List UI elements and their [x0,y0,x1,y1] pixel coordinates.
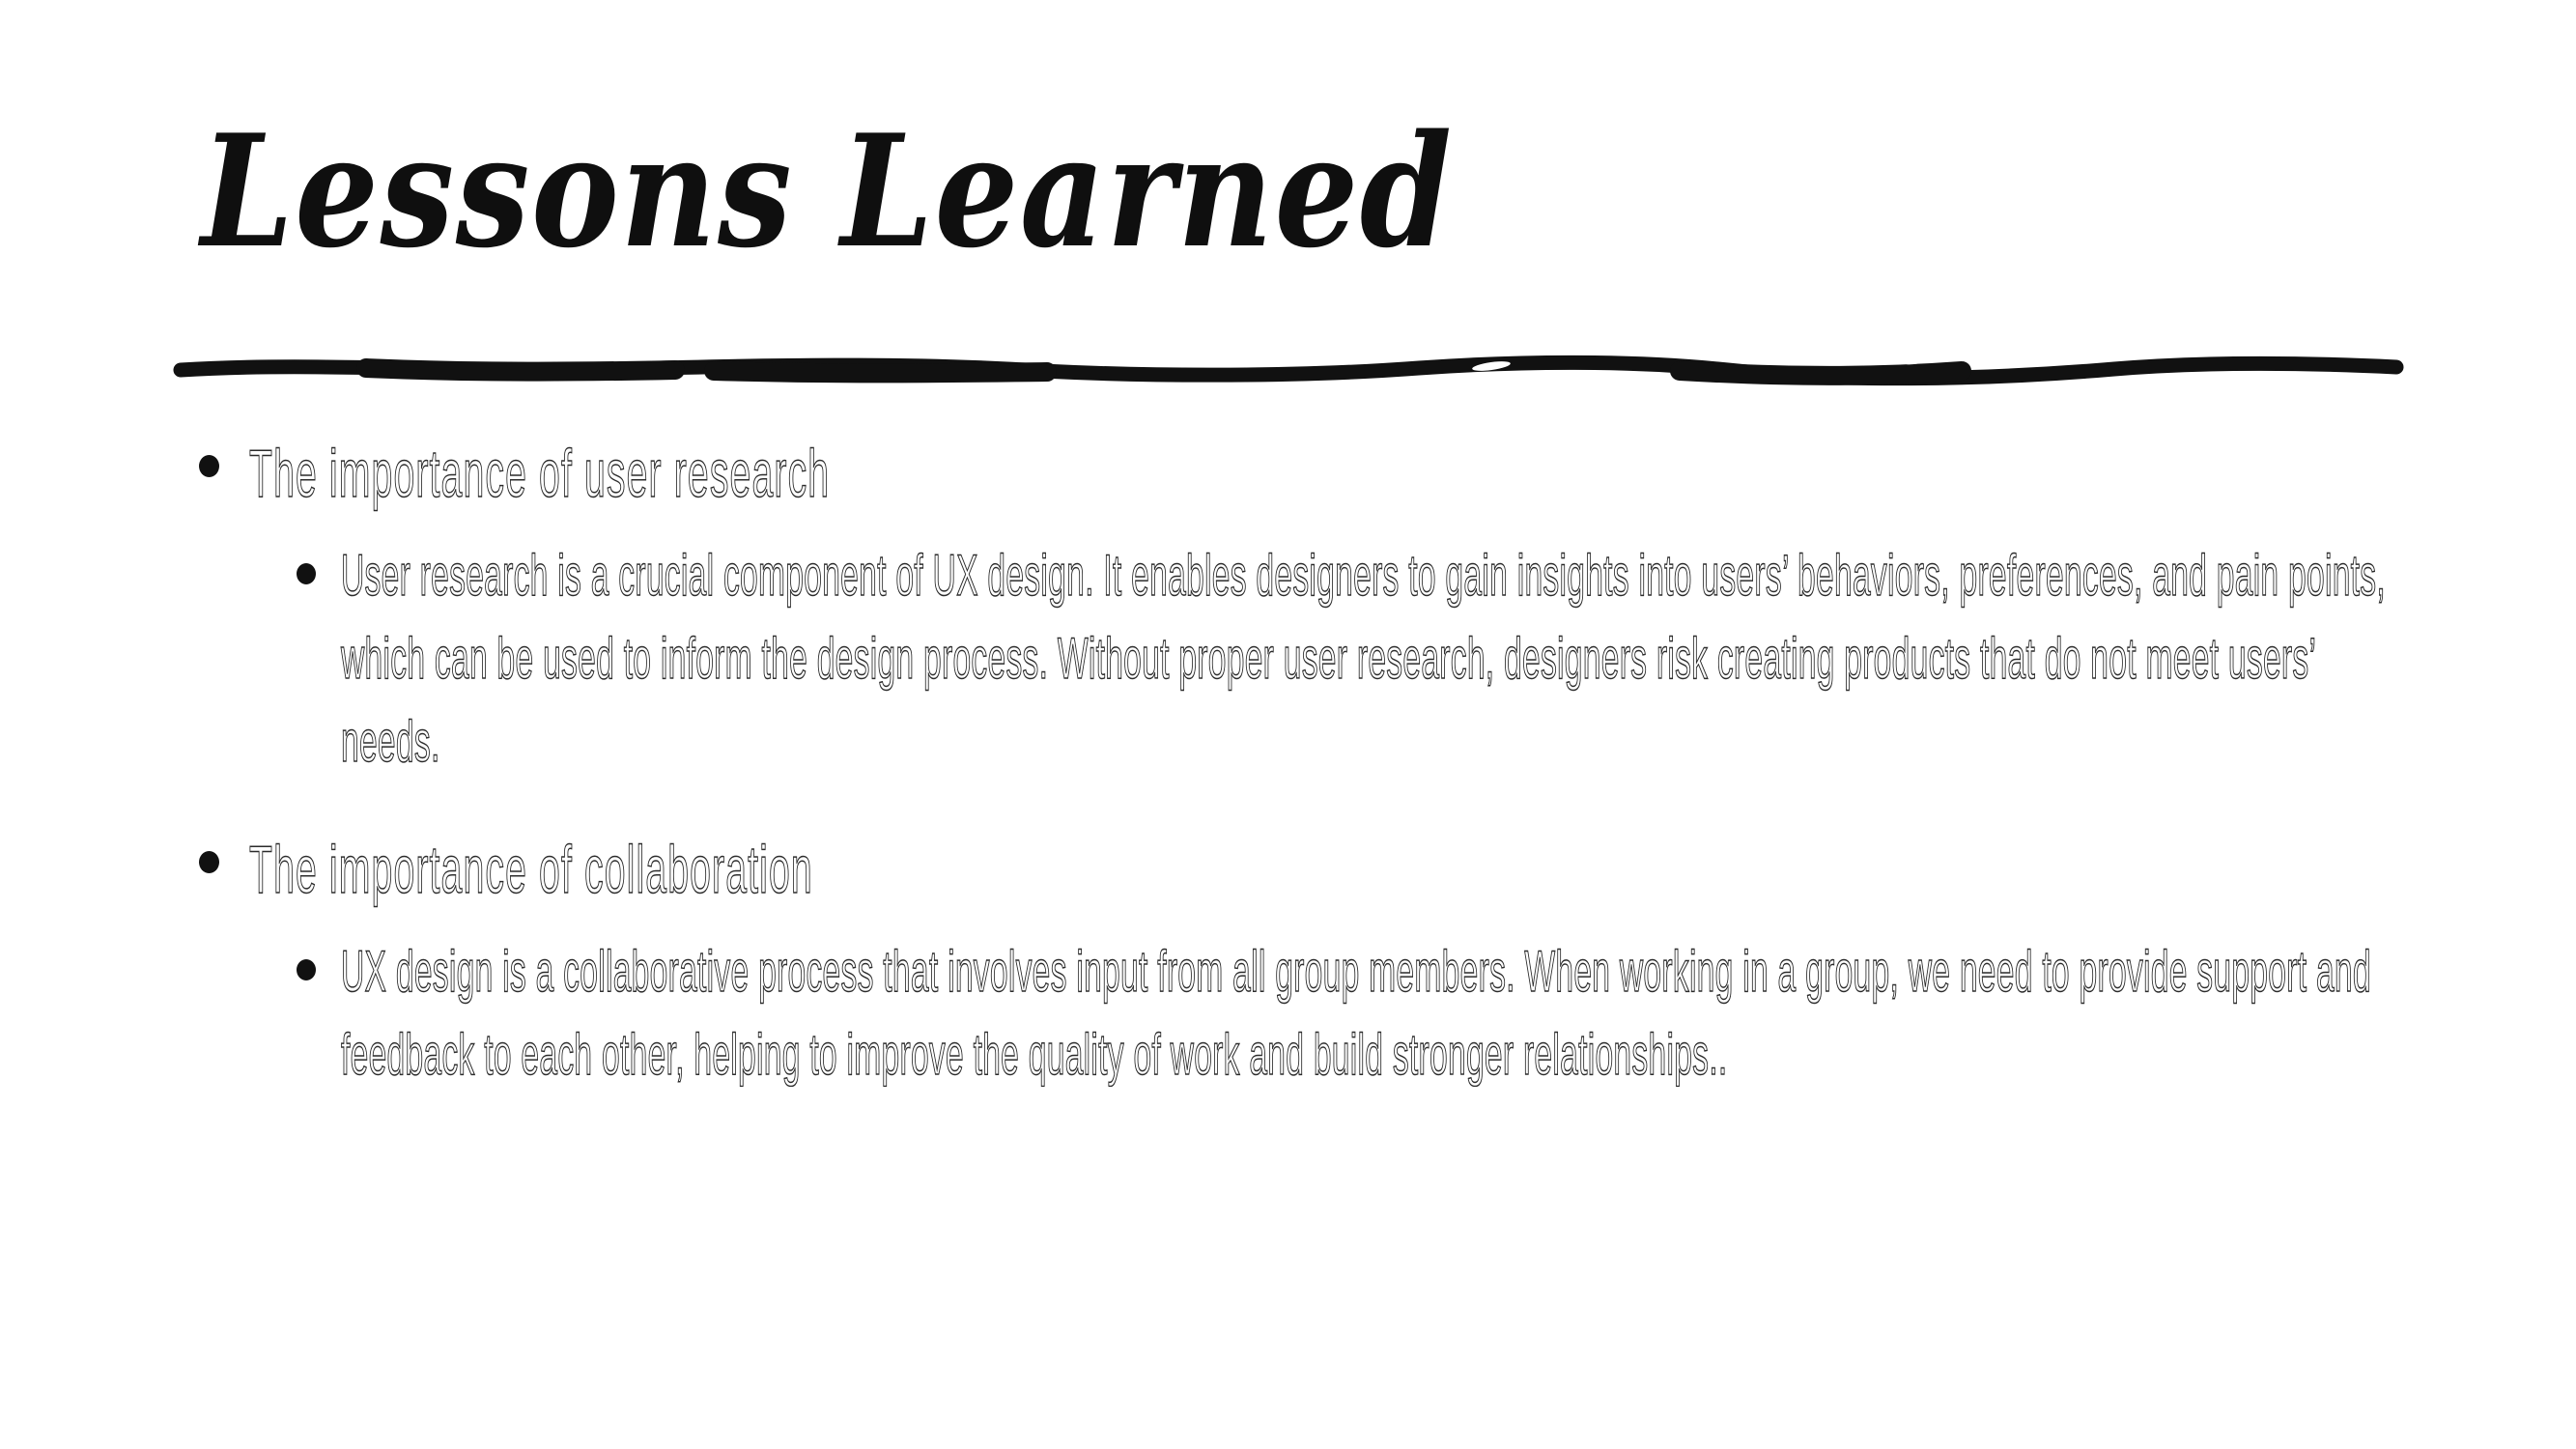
bullet-heading [249,832,1257,907]
bullet-heading-text: The importance of user research [249,436,831,511]
sub-bullet-paragraph [341,930,2576,1096]
bullet-heading-text: The importance of collaboration [249,832,813,907]
bullet-dot [199,851,219,873]
hand-drawn-divider-line [173,345,2404,393]
sub-bullet-text: UX design is a collaborative process that involves input from all group members. When working in a group, we need to provide support and feedback to each other, helping to improve the quality of work and build stronger relationships.. [341,939,2371,1087]
sub-bullet-dot [297,959,316,980]
sub-bullet-text: User research is a crucial component of UX design. It enables designers to gain insights into users’ behaviors, preferences, and pain points, which can be used to inform the design process. Without proper user research, designers risk creating products that do not meet users’ needs. [341,543,2386,774]
bullet-dot [199,455,219,477]
sub-bullet-dot [297,563,316,584]
slide-title: Lessons Learned [201,100,1454,282]
bullet-heading [249,436,1287,511]
sub-bullet-paragraph [341,534,2576,783]
